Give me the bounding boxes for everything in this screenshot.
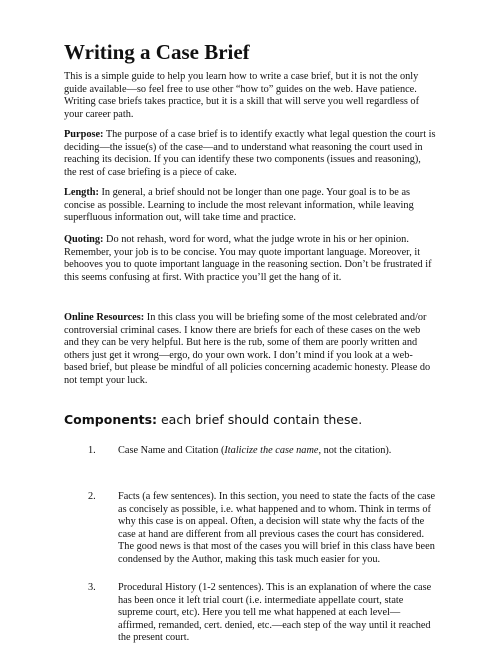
component-item-number: 1. <box>88 445 96 456</box>
component-item-text: Facts (a few sentences). In this section, you need to state the facts of the case as concisely as possible, i.e. what happened and to whom. Think in terms of why this case is on appeal. Often, a decision will state why the facts of the case at hand are different from all previous cases the court has considered. The good news is that most of the cases you will brief in this class have been condensed by the Author, making this task much easier for you. <box>118 491 436 565</box>
components-heading-text: each brief should contain these. <box>157 412 363 427</box>
online-resources-paragraph <box>64 312 436 388</box>
document-title: Writing a Case Brief <box>64 40 250 64</box>
component-item-text: Procedural History (1-2 sentences). This is an explanation of where the case has been once it left trial court (i.e. intermediate appellate court, state supreme court, etc). Here you tell me what happened at each level—affirmed, remanded, cert. denied, etc.—each step of the way until it reached the present court. <box>118 582 432 644</box>
component-item-number: 2. <box>88 491 96 502</box>
quoting-text: Do not rehash, word for word, what the judge wrote in his or her opinion. Remember, your job is to be concise. You may quote important language. Moreover, it behooves you to quote important language in the reasoning section. Don’t be frustrated if this seems confusing at first. With practice you’ll get the hang of it. <box>64 234 432 283</box>
components-heading <box>64 412 362 427</box>
quoting-paragraph <box>64 234 436 284</box>
length-paragraph <box>64 187 436 225</box>
components-heading-label: Components: <box>64 412 158 427</box>
component-item-number: 3. <box>88 582 96 593</box>
purpose-text: The purpose of a case brief is to identify exactly what legal question the court is deciding—the issue(s) of the case—and to understand what reasoning the court used in reaching its decision. If you can identify these two components (issues and reasoning), the rest of case briefing is a piece of cake. <box>64 129 436 178</box>
length-label: Length: <box>64 187 99 198</box>
purpose-paragraph <box>64 129 436 179</box>
purpose-label: Purpose: <box>64 129 104 140</box>
component-item-text-before: Case Name and Citation ( <box>118 445 225 456</box>
component-item-text <box>118 445 438 458</box>
online-resources-label: Online Resources: <box>64 312 145 323</box>
component-item-text-after: , not the citation). <box>318 445 392 456</box>
intro-paragraph: This is a simple guide to help you learn how to write a case brief, but it is not the only guide available—so feel free to use other “how to” guides on the web. Have patience. Writing case briefs takes practice, but it is a skill that will serve you well regardless of your career path. <box>64 71 420 120</box>
component-item-text-italic: Italicize the case name <box>224 445 319 456</box>
quoting-label: Quoting: <box>64 234 104 245</box>
online-resources-text: In this class you will be briefing some of the most celebrated and/or controversial criminal cases. I know there are briefs for each of these cases on the web and they can be very helpful. But here is the rub, some of them are poorly written and others just get it wrong—ergo, do your own work. I don’t mind if you look at a web-based brief, but please be mindful of all policies concerning academic honesty. Please do not tempt your luck. <box>64 312 431 386</box>
length-text: In general, a brief should not be longer than one page. Your goal is to be as concise as possible. Learning to include the most relevant information, while leaving superfluous information out, will take time and practice. <box>64 187 414 224</box>
